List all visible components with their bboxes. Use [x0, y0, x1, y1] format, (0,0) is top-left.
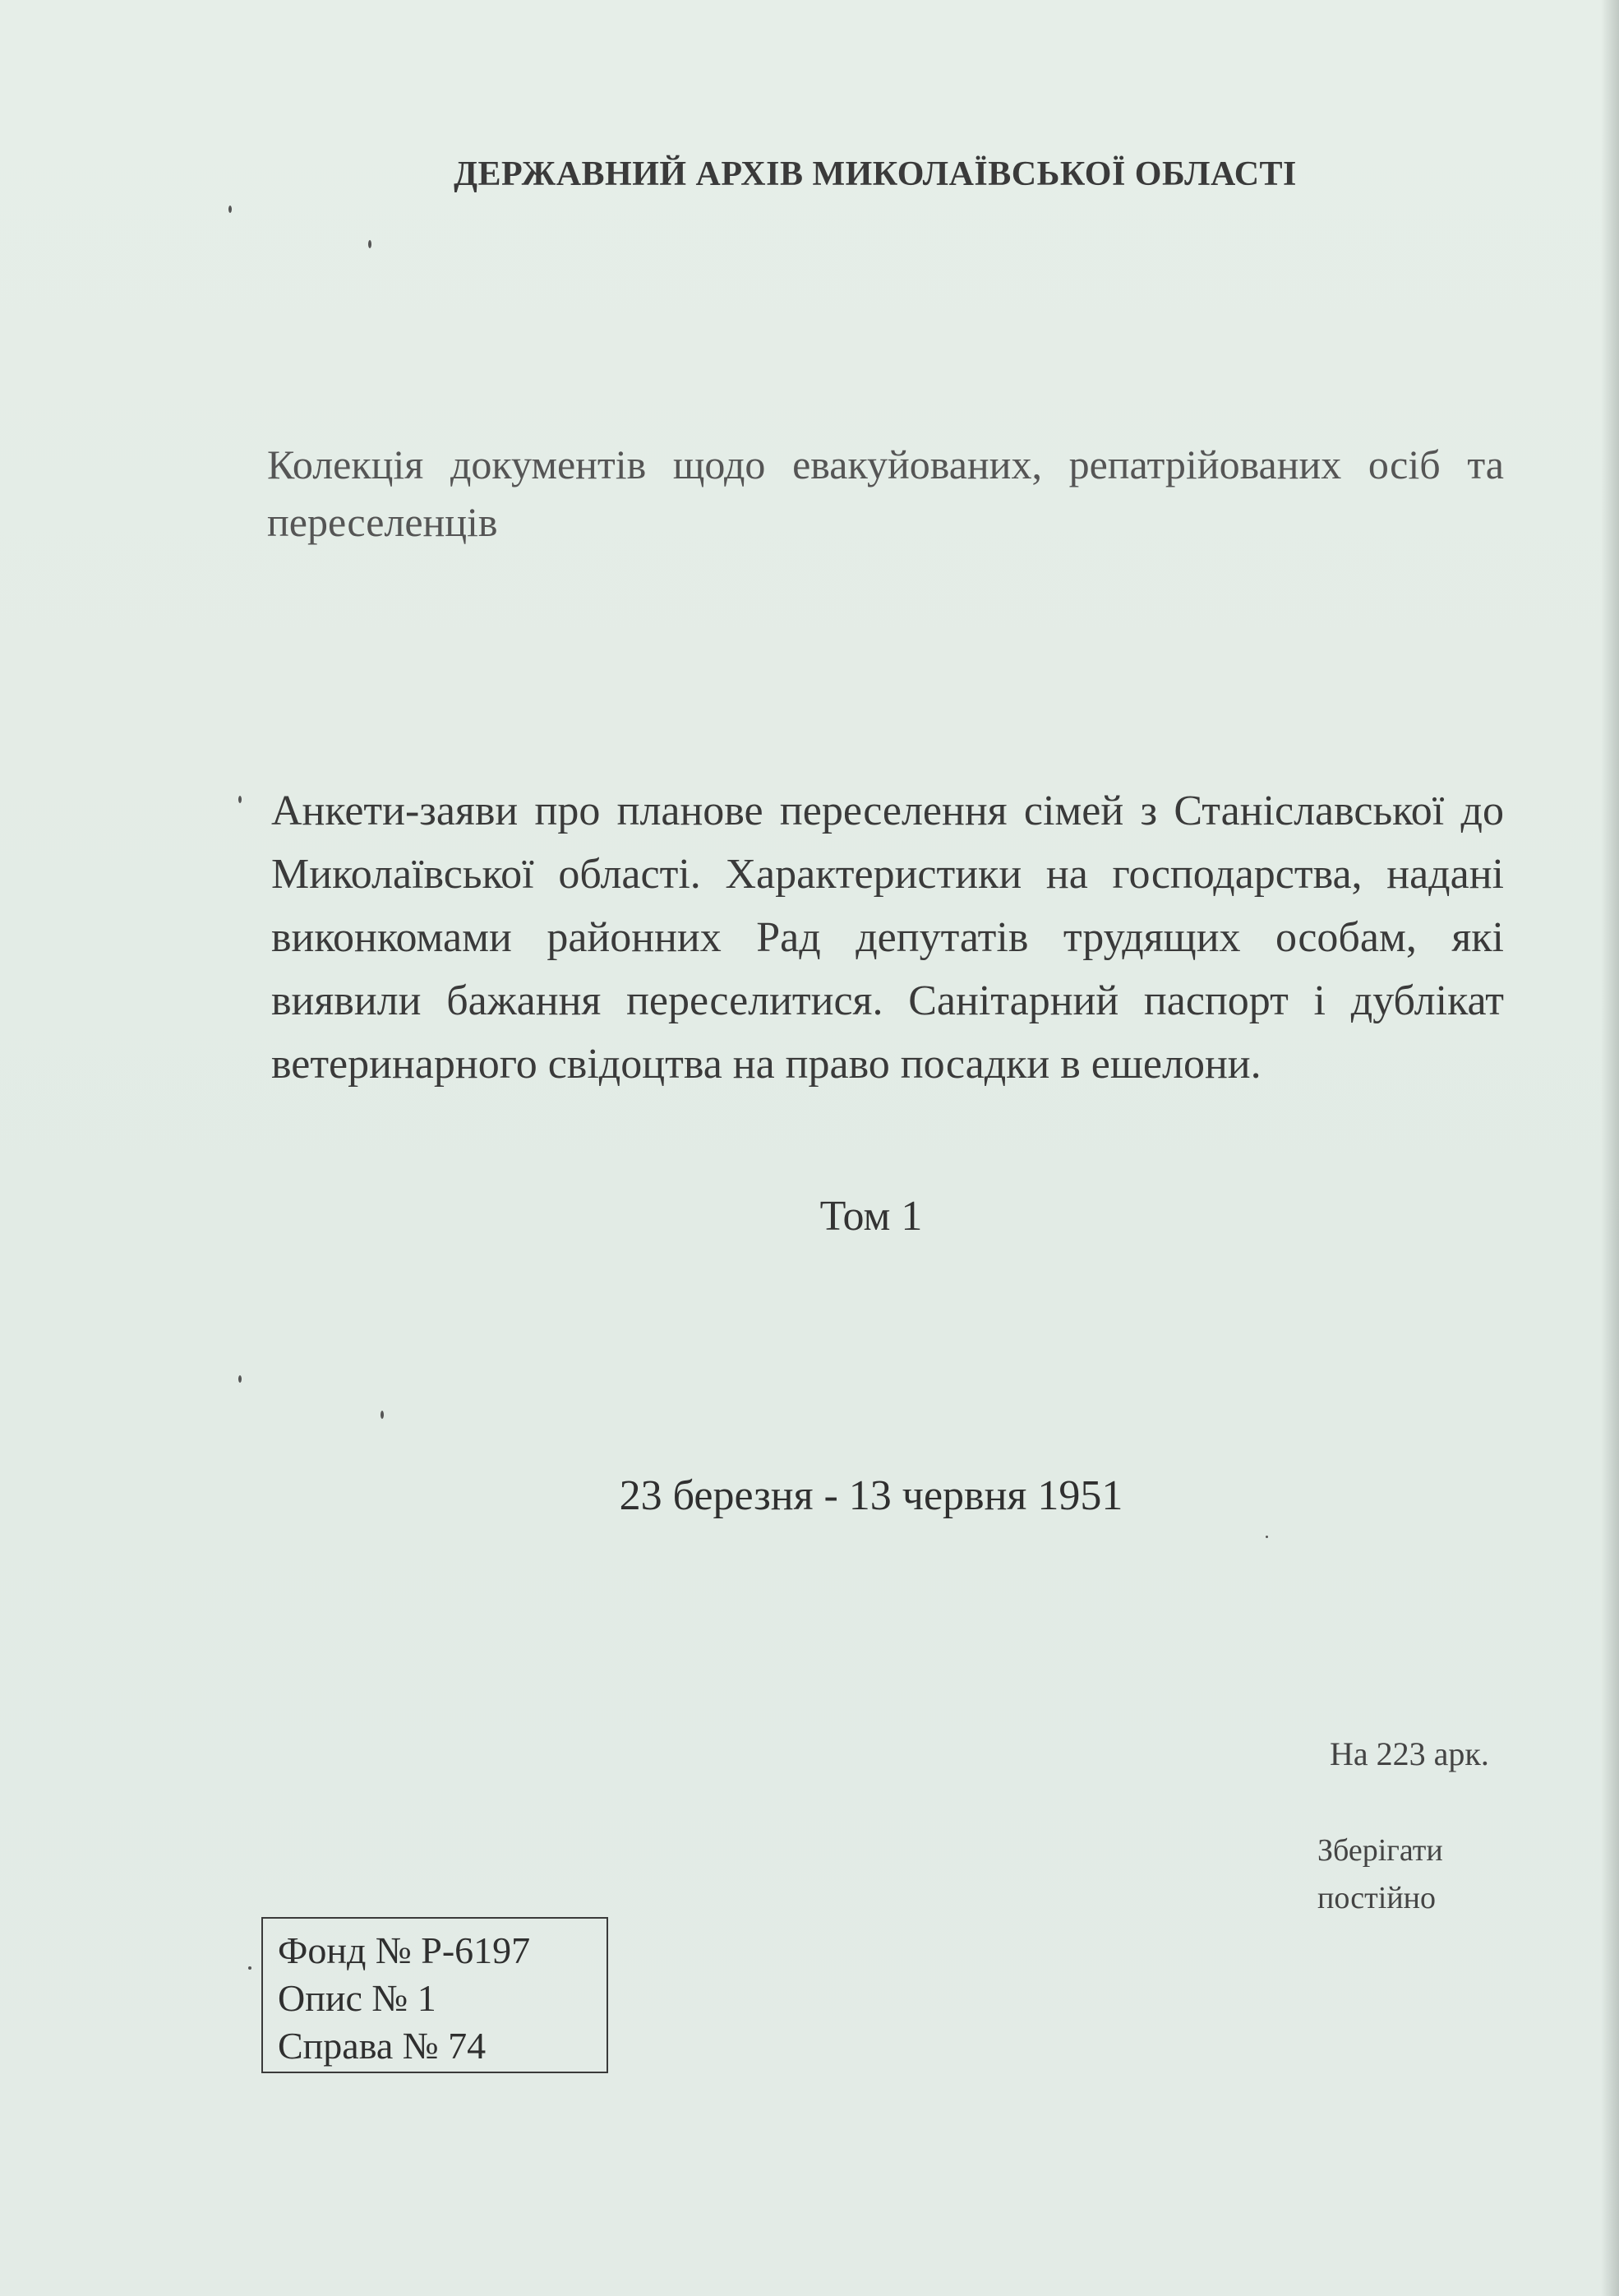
paper-speck — [238, 796, 242, 803]
sheet-count: На 223 арк. — [1330, 1735, 1489, 1772]
paper-speck — [381, 1411, 384, 1419]
storage-term — [1317, 1827, 1443, 1922]
paper-speck — [228, 206, 232, 213]
paper-speck — [1266, 1536, 1268, 1538]
date-range: 23 березня - 13 червня 1951 — [619, 1472, 1123, 1519]
paper-speck — [368, 240, 371, 248]
file-description: Анкети-заяви про планове переселення сімей з Станіславської до Миколаївської області. Характеристики на господарства, надані виконкомами районних Рад депутатів трудящих особам, які виявили бажання переселитися. Санітарний паспорт і дублікат ветеринарного свідоцтва на право посадки в ешелони. — [271, 788, 1504, 1088]
stamp-fond: Фонд № Р-6197 — [278, 1929, 531, 1971]
volume-label: Том 1 — [819, 1193, 923, 1240]
archive-stamp-box — [261, 1917, 608, 2073]
collection-title: Колекція документів щодо евакуйованих, репатрійованих осіб та переселенців — [267, 441, 1504, 545]
paper-speck — [248, 1966, 251, 1970]
archive-title: ДЕРЖАВНИЙ АРХІВ МИКОЛАЇВСЬКОЇ ОБЛАСТІ — [454, 155, 1297, 193]
storage-line-1: Зберігати — [1317, 1833, 1443, 1868]
paper-speck — [238, 1375, 242, 1383]
page-edge-shadow — [1601, 0, 1619, 2296]
storage-line-2: постійно — [1317, 1881, 1436, 1915]
stamp-opys: Опис № 1 — [278, 1977, 436, 2019]
stamp-sprava: Справа № 74 — [278, 2025, 487, 2067]
